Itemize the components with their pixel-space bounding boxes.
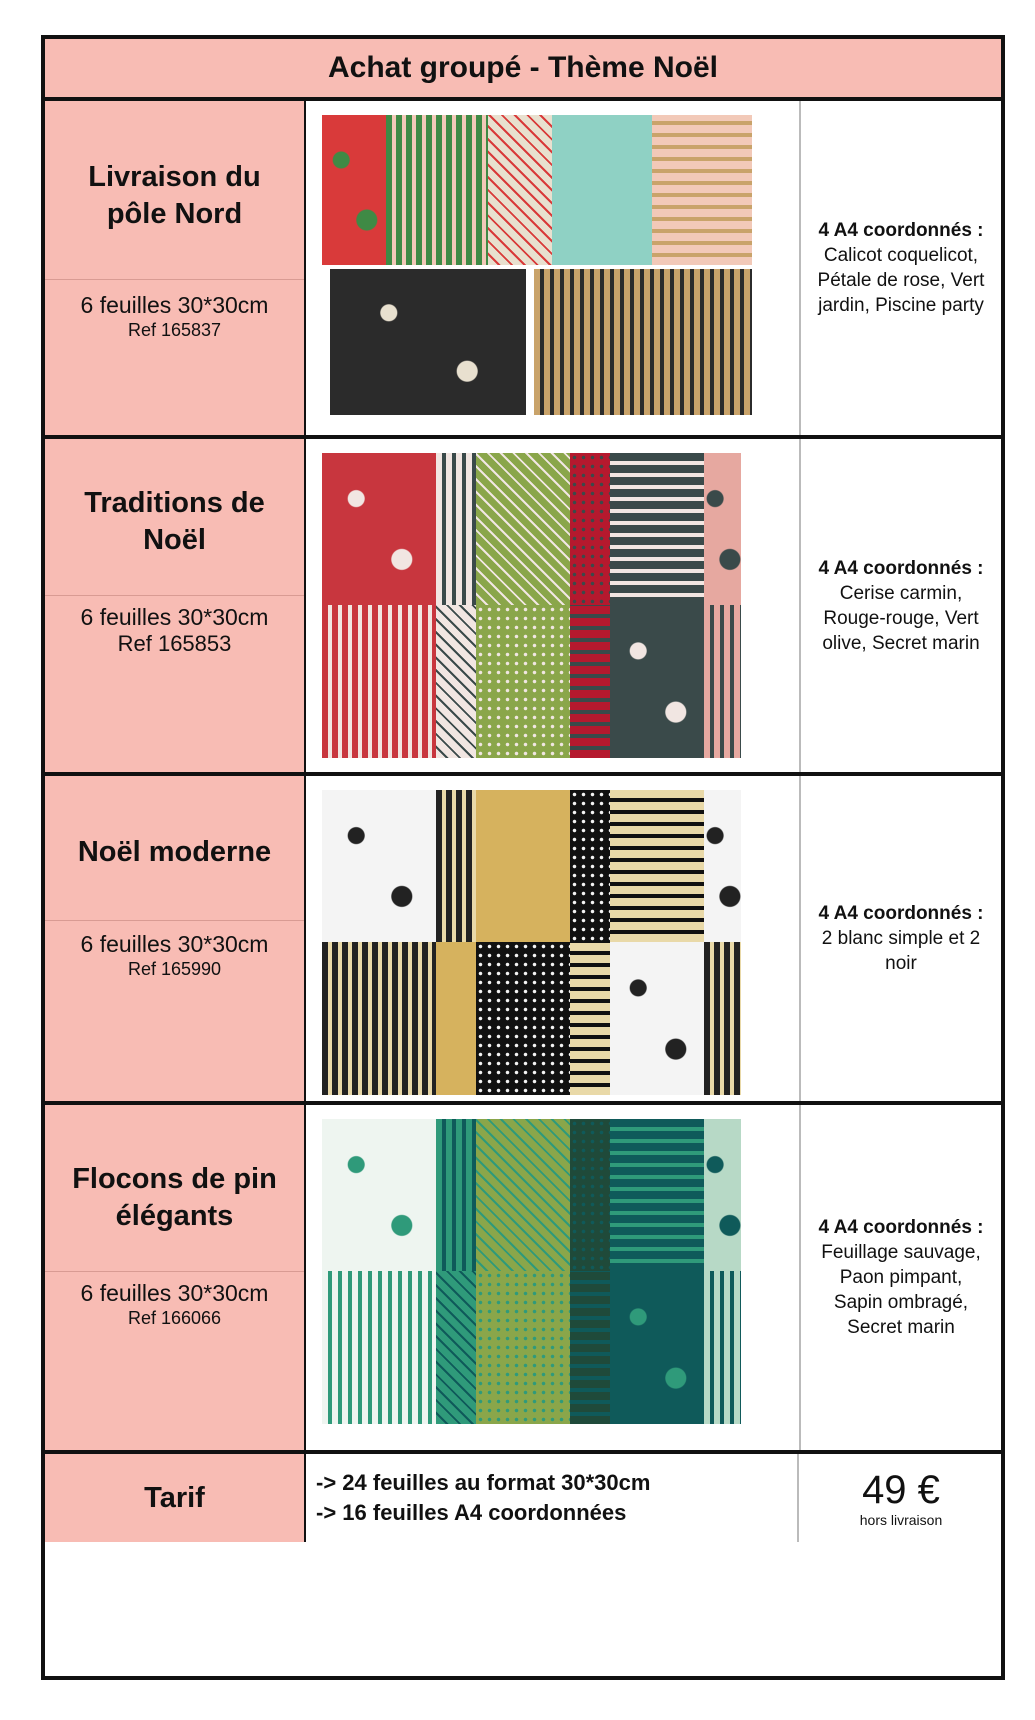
collection-row-1 <box>45 101 1001 439</box>
price: 49 € <box>862 1468 940 1512</box>
collection-name-line: Flocons de pin <box>72 1163 277 1195</box>
paper-swatch <box>476 453 570 605</box>
coordinated-heading: 4 A4 coordonnés : <box>818 903 984 924</box>
paper-swatch <box>476 942 570 1095</box>
coordinated-cardstock <box>801 439 1001 772</box>
paper-swatch <box>476 790 570 942</box>
paper-swatch <box>322 790 436 942</box>
paper-swatch <box>322 453 436 605</box>
collection-name-line: Noël moderne <box>77 836 272 868</box>
paper-swatch <box>570 790 610 942</box>
divider <box>45 1271 304 1272</box>
paper-swatch <box>610 790 704 942</box>
tarif-line: -> 16 feuilles A4 coordonnées <box>316 1500 627 1525</box>
paper-swatch <box>488 115 552 265</box>
collection-name-line: Traditions de <box>84 487 265 519</box>
paper-swatch <box>652 115 752 265</box>
sheet-count: 6 feuilles 30*30cm <box>80 931 269 957</box>
paper-swatch <box>322 115 386 265</box>
divider <box>45 595 304 596</box>
collection-name <box>45 834 304 871</box>
paper-swatch <box>322 1271 436 1424</box>
paper-swatch <box>476 605 570 758</box>
product-ref: Ref 166066 <box>127 1308 222 1328</box>
paper-swatch <box>610 605 704 758</box>
paper-swatch <box>704 453 741 605</box>
paper-swatch <box>322 1119 436 1271</box>
coordinated-line: 2 blanc simple et 2 <box>821 928 981 949</box>
paper-swatches <box>306 101 801 435</box>
paper-swatch <box>436 605 476 758</box>
collection-name-line: Noël <box>143 524 206 556</box>
collection-info <box>45 776 306 1101</box>
paper-swatch <box>704 1119 741 1271</box>
collection-name <box>45 485 304 559</box>
product-ref: Ref 165837 <box>127 320 222 340</box>
coordinated-cardstock <box>801 776 1001 1101</box>
order-sheet <box>41 35 1005 1680</box>
collection-info <box>45 1105 306 1450</box>
coordinated-heading: 4 A4 coordonnés : <box>818 220 984 241</box>
paper-swatch <box>436 790 476 942</box>
sheet-count: 6 feuilles 30*30cm <box>80 604 269 630</box>
paper-swatch <box>570 605 610 758</box>
coordinated-line: Sapin ombragé, <box>833 1292 969 1313</box>
collection-row-4 <box>45 1105 1001 1454</box>
paper-swatch <box>476 1119 570 1271</box>
paper-swatch <box>704 1271 741 1424</box>
collection-name-line: pôle Nord <box>106 198 243 230</box>
paper-swatch <box>330 269 526 415</box>
paper-swatch <box>610 1271 704 1424</box>
coordinated-line: Pétale de rose, Vert <box>817 270 985 291</box>
collection-name <box>45 159 304 233</box>
collection-info <box>45 101 306 435</box>
coordinated-line: Cerise carmin, <box>839 582 963 604</box>
paper-swatch <box>436 1119 476 1271</box>
coordinated-cardstock <box>801 1105 1001 1450</box>
paper-swatch <box>570 942 610 1095</box>
coordinated-line: Calicot coquelicot, <box>823 245 979 266</box>
paper-swatch <box>386 115 488 265</box>
paper-swatch <box>476 1271 570 1424</box>
sheet-count: 6 feuilles 30*30cm <box>80 1280 269 1306</box>
divider <box>45 279 304 280</box>
coordinated-line: Feuillage sauvage, <box>821 1242 981 1263</box>
tarif-details <box>306 1454 799 1542</box>
paper-swatch <box>570 453 610 605</box>
coordinated-heading: 4 A4 coordonnés : <box>818 1217 984 1238</box>
paper-swatch <box>436 453 476 605</box>
paper-swatches <box>306 439 801 772</box>
paper-swatch <box>704 605 741 758</box>
price-box <box>801 1454 1001 1542</box>
paper-swatch <box>436 942 476 1095</box>
paper-swatch <box>704 790 741 942</box>
price-note: hors livraison <box>859 1512 943 1528</box>
paper-swatch <box>704 942 741 1095</box>
coordinated-line: Secret marin <box>847 1317 955 1338</box>
paper-swatch <box>322 942 436 1095</box>
tarif-row <box>45 1454 1001 1542</box>
collection-row-3 <box>45 776 1001 1105</box>
coordinated-heading: 4 A4 coordonnés : <box>818 557 984 579</box>
tarif-line: -> 24 feuilles au format 30*30cm <box>316 1470 651 1495</box>
sheet-count: 6 feuilles 30*30cm <box>80 292 269 318</box>
coordinated-line: olive, Secret marin <box>822 632 980 654</box>
page-title: Achat groupé - Thème Noël <box>45 39 1001 101</box>
paper-swatch <box>610 942 704 1095</box>
paper-swatch <box>534 269 752 415</box>
collection-name <box>45 1161 304 1235</box>
paper-swatches <box>306 776 801 1101</box>
collection-info <box>45 439 306 772</box>
product-ref: Ref 165990 <box>127 959 222 979</box>
coordinated-line: Paon pimpant, <box>839 1267 963 1288</box>
paper-swatch <box>610 453 704 605</box>
tarif-label: Tarif <box>45 1454 306 1542</box>
paper-swatches <box>306 1105 801 1450</box>
collection-name-line: élégants <box>115 1200 234 1232</box>
coordinated-line: jardin, Piscine party <box>818 295 984 316</box>
divider <box>45 920 304 921</box>
coordinated-cardstock <box>801 101 1001 435</box>
coordinated-line: Rouge-rouge, Vert <box>823 607 979 629</box>
paper-swatch <box>322 605 436 758</box>
collection-name-line: Livraison du <box>88 161 261 193</box>
paper-swatch <box>570 1271 610 1424</box>
paper-swatch <box>552 115 652 265</box>
paper-swatch <box>436 1271 476 1424</box>
paper-swatch <box>570 1119 610 1271</box>
coordinated-line: noir <box>885 953 917 974</box>
collection-row-2 <box>45 439 1001 776</box>
product-ref: Ref 165853 <box>117 631 232 656</box>
paper-swatch <box>610 1119 704 1271</box>
